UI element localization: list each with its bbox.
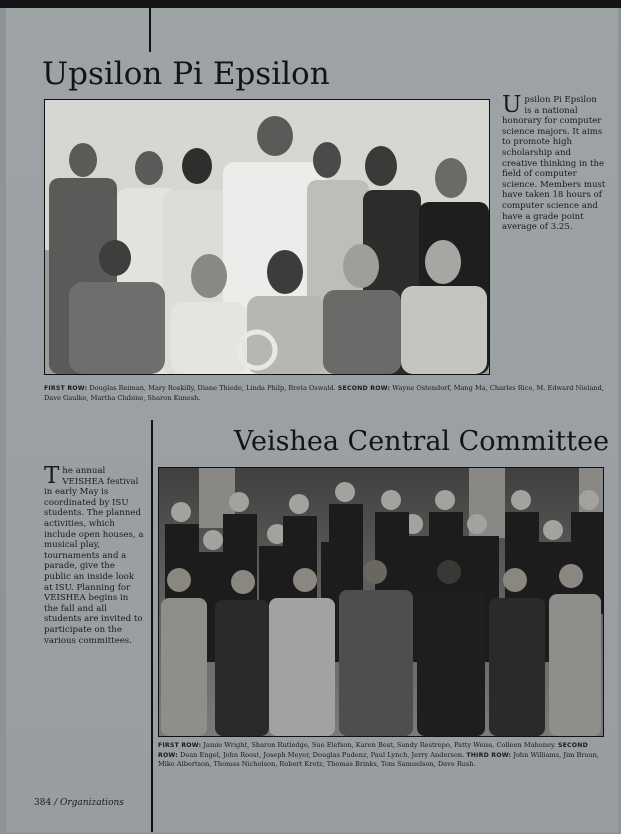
top-dark-edge [0,0,621,8]
upe-dropcap: U [502,92,522,118]
yearbook-page [6,8,618,832]
upe-caption-first-label: FIRST ROW: [44,385,88,392]
upe-caption-second-names: Wayne Ostendorf, Mang Ma, Charles Rice, M. Edward Nieland, Dave Gaulke, Martha Clubine, Sharon Kunesh. [44,384,604,402]
page-folio [34,798,124,808]
veishea-caption [158,741,608,769]
veishea-caption-first-names: Jamie Wright, Sharon Rutledge, Sue Elefson, Karen Best, Sandy Restrepo, Patty Weiss, Colleen Mahoney. [203,741,556,749]
upe-photo-figures [45,100,489,374]
veishea-group-photo [158,467,604,737]
rule-top-vertical [149,8,151,52]
veishea-dropcap: T [44,463,60,489]
folio-page-number: 384 [34,798,52,808]
veishea-caption-third-names: John Williams, Jim Braun, Mike Albertson, Thomas Nicholson, Robert Krotz, Thomas Brinks, Tom Samuelson, Dave Rush. [158,750,599,768]
upe-caption-second-label: SECOND ROW: [337,385,391,392]
folio-separator: / [54,798,58,808]
veishea-body-text: he annual VEISHEA festival in early May is coordinated by ISU students. The planned activities, which include open houses, a musical play, tournaments and a parade, give the public an inside look at ISU. Planning for VEISHEA begins in the fall and all students are invited to participate on the various committees. [44,466,144,646]
veishea-photo-figures [159,468,603,736]
folio-section-name: Organizations [59,798,124,808]
veishea-title: Veishea Central Committee [234,426,610,457]
upe-title: Upsilon Pi Epsilon [42,56,330,92]
veishea-caption-second-names: Dean Engel, John Roost, Joseph Meyer, Douglas Pudenz, Paul Lynch, Jerry Anderson. [180,750,465,759]
rule-mid-vertical [151,420,153,832]
upe-caption [44,384,614,402]
veishea-description [44,463,144,646]
veishea-caption-first-label: FIRST ROW: [158,742,202,749]
upe-description [502,92,606,233]
veishea-caption-second-label: SECOND ROW: [158,742,588,759]
upe-body-text: psilon Pi Epsilon is a national honorary for computer science majors. It aims to promote high scholarship and creative thinking in the field of computer science. Members must have taken 18 hours of computer science and have a grade point average of 3.25. [502,95,606,233]
upe-caption-first-names: Douglas Reiman, Mary Roskilly, Diane Thiede, Linda Philp, Breta Oswald. [89,384,336,392]
veishea-caption-third-label: THIRD ROW: [466,751,512,759]
upe-group-photo [44,99,490,375]
